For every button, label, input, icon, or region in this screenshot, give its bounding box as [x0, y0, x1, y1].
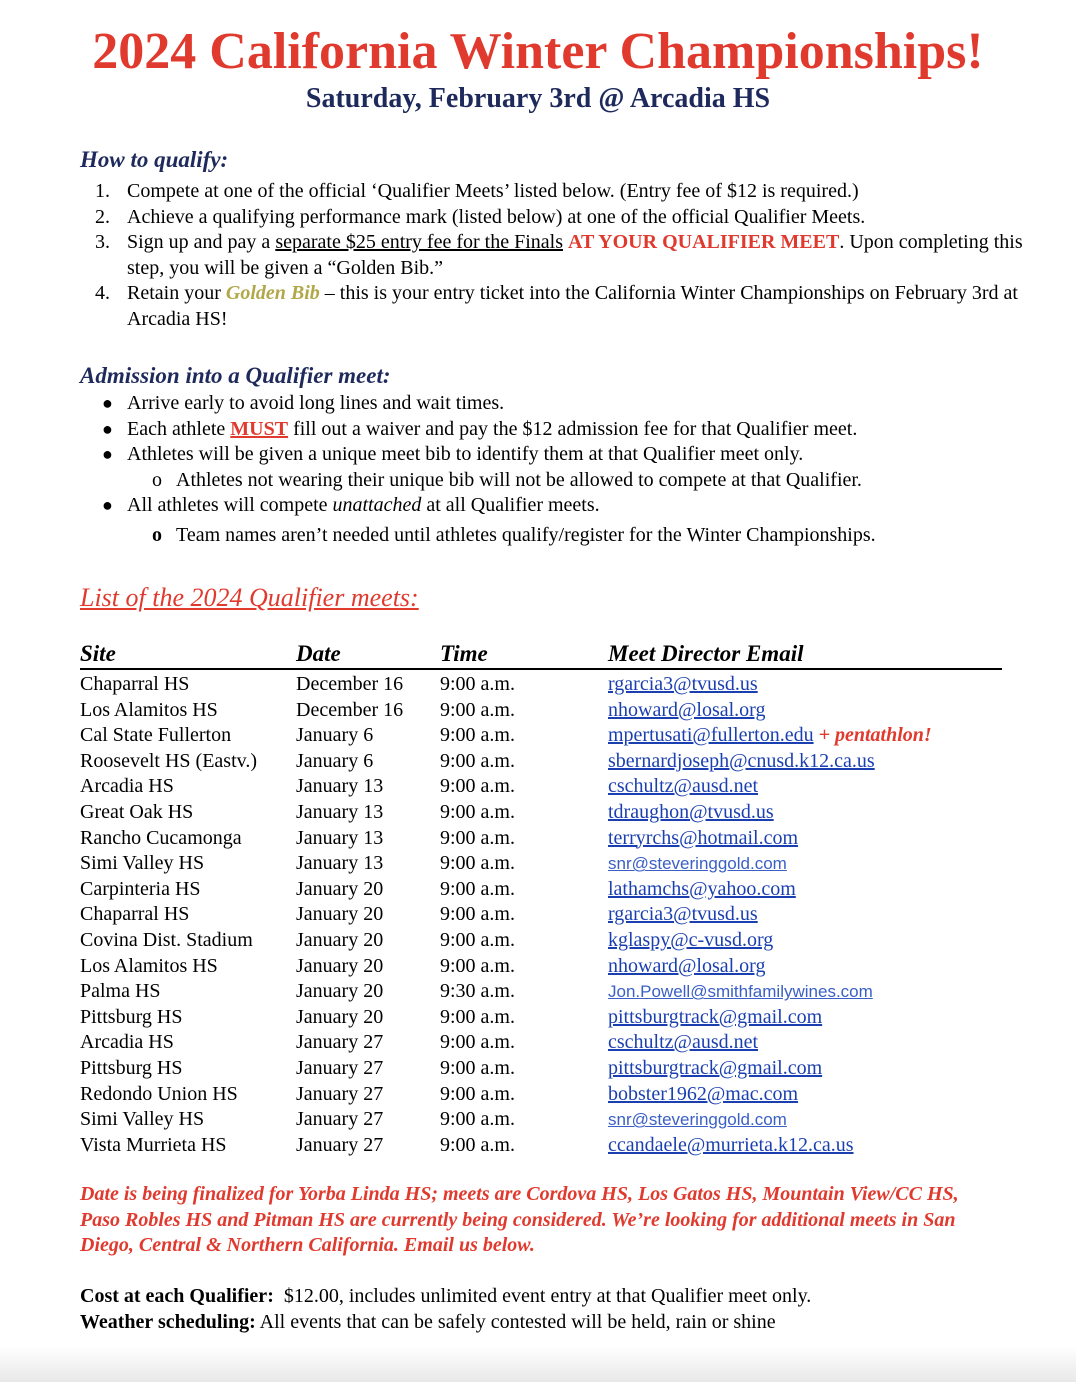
meet-director-email-link[interactable]: snr@steveringgold.com	[608, 1110, 787, 1130]
admission-sub-bullet	[80, 523, 1040, 549]
qualify-heading: How to qualify:	[80, 147, 229, 172]
meet-email-cell	[608, 902, 758, 928]
meet-time: 9:00 a.m.	[440, 749, 515, 772]
page-bottom-edge	[0, 1346, 1076, 1382]
bullet-text: fill out a waiver and pay the $12 admission fee for that Qualifier meet.	[288, 417, 858, 440]
meet-site: Covina Dist. Stadium	[80, 928, 253, 951]
meet-site: Rancho Cucamonga	[80, 826, 242, 849]
col-header-email: Meet Director Email	[608, 641, 804, 666]
bullet-marker: ●	[102, 495, 113, 515]
table-row	[80, 698, 1002, 724]
meet-site: Pittsburg HS	[80, 1056, 183, 1079]
table-row	[80, 979, 1002, 1005]
meet-time: 9:00 a.m.	[440, 826, 515, 849]
meet-site: Chaparral HS	[80, 903, 190, 926]
unattached-emphasis: unattached	[332, 494, 422, 516]
table-row	[80, 1056, 1002, 1082]
meet-site: Carpinteria HS	[80, 877, 201, 900]
meet-date: January 20	[296, 1005, 384, 1028]
meet-director-email-link[interactable]: nhoward@losal.org	[608, 698, 766, 721]
table-row	[80, 877, 1002, 903]
meets-table-body	[80, 670, 1002, 1158]
table-row	[80, 954, 1002, 980]
meet-time: 9:00 a.m.	[440, 1082, 515, 1105]
meet-director-email-link[interactable]: mpertusati@fullerton.edu	[608, 724, 814, 747]
bullet-text: Arrive early to avoid long lines and wait times.	[127, 392, 505, 414]
meet-date: January 6	[296, 724, 374, 747]
admission-list	[80, 391, 1040, 548]
meet-site: Vista Murrieta HS	[80, 1133, 227, 1156]
meet-date: December 16	[296, 698, 404, 721]
meet-director-email-link[interactable]: terryrchs@hotmail.com	[608, 826, 799, 849]
table-row	[80, 902, 1002, 928]
meet-date: January 6	[296, 749, 374, 772]
cost-label: Cost at each Qualifier:	[80, 1285, 274, 1307]
meet-director-email-link[interactable]: snr@steveringgold.com	[608, 854, 787, 874]
bullet-marker: ●	[102, 418, 113, 439]
meets-list-title: List of the 2024 Qualifier meets:	[80, 583, 419, 612]
meet-email-cell	[608, 1030, 758, 1056]
page-title: 2024 California Winter Championships!	[92, 23, 984, 80]
meet-time: 9:00 a.m.	[440, 673, 515, 695]
step-text: Retain your	[127, 282, 226, 304]
step-text: Compete at one of the official ‘Qualifier Meets’ listed below. (Entry fee of $12 is required.)	[127, 180, 859, 202]
meet-site: Los Alamitos HS	[80, 698, 218, 721]
meet-email-cell	[608, 851, 787, 877]
meet-site: Arcadia HS	[80, 775, 174, 798]
col-header-site: Site	[80, 641, 116, 666]
meet-site: Arcadia HS	[80, 1031, 174, 1054]
meet-date: January 20	[296, 954, 384, 977]
meet-site: Palma HS	[80, 980, 161, 1003]
meet-director-email-link[interactable]: ccandaele@murrieta.k12.ca.us	[608, 1133, 854, 1156]
meet-email-cell	[608, 1056, 822, 1082]
meet-date: January 13	[296, 800, 384, 823]
bullet-text: at all Qualifier meets.	[421, 494, 600, 516]
meet-director-email-link[interactable]: rgarcia3@tvusd.us	[608, 903, 758, 926]
meet-director-email-link[interactable]: bobster1962@mac.com	[608, 1082, 799, 1105]
meet-site: Simi Valley HS	[80, 1108, 205, 1131]
meet-director-email-link[interactable]: kglaspy@c-vusd.org	[608, 928, 774, 951]
meet-email-cell	[608, 749, 875, 775]
table-row	[80, 1030, 1002, 1056]
meet-time: 9:00 a.m.	[440, 1108, 515, 1131]
cost-line	[80, 1284, 1040, 1310]
pentathlon-note: + pentathlon!	[813, 724, 932, 747]
meet-time: 9:00 a.m.	[440, 1133, 515, 1156]
meet-time: 9:00 a.m.	[440, 1031, 515, 1054]
event-date-location: Saturday, February 3rd @ Arcadia HS	[305, 83, 771, 114]
weather-text: All events that can be safely contested will be held, rain or shine	[255, 1310, 776, 1333]
table-row	[80, 1005, 1002, 1031]
cost-text: $12.00, includes unlimited event entry at that Qualifier meet only.	[273, 1285, 812, 1307]
meet-site: Roosevelt HS (Eastv.)	[80, 749, 258, 772]
meet-director-email-link[interactable]: cschultz@ausd.net	[608, 1031, 759, 1054]
qualify-step	[80, 205, 1040, 231]
sub-bullet-text: Team names aren’t needed until athletes qualify/register for the Winter Championships.	[176, 523, 876, 546]
meet-director-email-link[interactable]: pittsburgtrack@gmail.com	[608, 1005, 823, 1028]
step-text: Sign up and pay a	[127, 231, 276, 253]
step-number: 4.	[95, 282, 110, 304]
meet-date: January 13	[296, 775, 384, 798]
table-row	[80, 928, 1002, 954]
admission-heading: Admission into a Qualifier meet:	[80, 363, 391, 388]
meet-director-email-link[interactable]: cschultz@ausd.net	[608, 775, 759, 798]
step-text: – this is your entry ticket into the California Winter Championships on February 3rd at Arcadia HS!	[127, 282, 1018, 330]
meet-date: January 27	[296, 1056, 384, 1079]
step-text: Achieve a qualifying performance mark (listed below) at one of the official Qualifier Meets.	[127, 205, 866, 228]
meet-date: December 16	[296, 673, 404, 695]
meet-email-cell	[608, 979, 873, 1005]
meet-email-cell	[608, 954, 765, 980]
meets-table-header	[80, 640, 1002, 670]
bullet-text: Athletes will be given a unique meet bib to identify them at that Qualifier meet only.	[127, 443, 804, 465]
table-row	[80, 1107, 1002, 1133]
table-row	[80, 672, 1002, 698]
at-qualifier-emphasis: AT YOUR QUALIFIER MEET	[567, 231, 840, 253]
qualify-step	[80, 179, 1040, 205]
qualify-steps-list	[80, 179, 1040, 332]
meet-date: January 20	[296, 903, 384, 926]
meet-time: 9:00 a.m.	[440, 903, 515, 926]
meet-site: Cal State Fullerton	[80, 724, 232, 747]
meet-time: 9:00 a.m.	[440, 877, 515, 900]
meet-email-cell	[608, 1082, 798, 1108]
meet-director-email-link[interactable]: tdraughon@tvusd.us	[608, 800, 774, 823]
sub-bullet-text: Athletes not wearing their unique bib will not be allowed to compete at that Qualifier.	[176, 468, 862, 491]
meet-email-cell	[608, 877, 796, 903]
meet-director-email-link[interactable]: Jon.Powell@smithfamilywines.com	[608, 982, 873, 1002]
golden-bib-text: Golden Bib	[225, 282, 320, 304]
admission-sub-bullet	[80, 468, 1040, 494]
qualify-step	[80, 230, 1040, 281]
table-row	[80, 851, 1002, 877]
table-row	[80, 774, 1002, 800]
meet-time: 9:00 a.m.	[440, 698, 515, 721]
bullet-text: Each athlete	[127, 417, 231, 440]
finals-fee-text: separate $25 entry fee for the Finals	[275, 231, 563, 253]
must-emphasis: MUST	[230, 417, 289, 440]
meet-site: Simi Valley HS	[80, 852, 205, 875]
meet-director-email-link[interactable]: rgarcia3@tvusd.us	[608, 673, 758, 695]
bullet-marker: ●	[102, 393, 113, 413]
weather-line	[80, 1310, 1040, 1336]
meet-email-cell	[608, 826, 798, 852]
table-row	[80, 1133, 1002, 1159]
sub-bullet-marker: o	[152, 468, 162, 491]
step-number: 2.	[95, 205, 110, 228]
admission-bullet	[80, 442, 1040, 468]
meet-time: 9:00 a.m.	[440, 775, 515, 798]
table-row	[80, 826, 1002, 852]
meet-site: Great Oak HS	[80, 800, 194, 823]
weather-label: Weather scheduling:	[80, 1310, 256, 1333]
meet-site: Chaparral HS	[80, 673, 190, 695]
meet-date: January 20	[296, 980, 384, 1003]
meet-director-email-link[interactable]: nhoward@losal.org	[608, 954, 766, 977]
meet-date: January 27	[296, 1031, 384, 1054]
meet-time: 9:00 a.m.	[440, 1005, 515, 1028]
meet-email-cell	[608, 800, 774, 826]
table-row	[80, 1082, 1002, 1108]
meet-email-cell	[608, 1133, 854, 1159]
meet-site: Redondo Union HS	[80, 1082, 238, 1105]
meet-director-email-link[interactable]: sbernardjoseph@cnusd.k12.ca.us	[608, 749, 875, 772]
bullet-text: All athletes will compete	[127, 494, 333, 516]
meet-date: January 27	[296, 1133, 384, 1156]
col-header-time: Time	[440, 641, 488, 666]
meet-time: 9:30 a.m.	[440, 980, 515, 1003]
bullet-marker: ●	[102, 444, 113, 464]
meet-time: 9:00 a.m.	[440, 928, 515, 951]
meet-time: 9:00 a.m.	[440, 852, 515, 875]
meet-email-cell	[608, 1005, 822, 1031]
meet-email-cell	[608, 774, 758, 800]
meet-date: January 27	[296, 1082, 384, 1105]
step-number: 1.	[95, 180, 110, 202]
meet-email-cell	[608, 698, 765, 724]
meet-email-cell	[608, 928, 773, 954]
meet-email-cell	[608, 672, 758, 698]
admission-bullet	[80, 391, 1040, 417]
col-header-date: Date	[296, 641, 341, 666]
meet-time: 9:00 a.m.	[440, 800, 515, 823]
meet-email-cell	[608, 1107, 787, 1133]
table-row	[80, 723, 1002, 749]
step-text: . Upon completing this step, you will be given a “Golden Bib.”	[127, 231, 1023, 279]
meet-site: Pittsburg HS	[80, 1005, 183, 1028]
sub-bullet-marker: o	[152, 523, 162, 546]
meet-date: January 20	[296, 928, 384, 951]
step-number: 3.	[95, 231, 110, 253]
meet-time: 9:00 a.m.	[440, 954, 515, 977]
meet-site: Los Alamitos HS	[80, 954, 218, 977]
meet-director-email-link[interactable]: lathamchs@yahoo.com	[608, 877, 796, 900]
meet-date: January 20	[296, 877, 384, 900]
table-row	[80, 800, 1002, 826]
table-row	[80, 749, 1002, 775]
pending-meets-note: Date is being finalized for Yorba Linda HS; meets are Cordova HS, Los Gatos HS, Mountain View/CC HS, Paso Robles HS and Pitman HS are currently being considered. We’re looking for additional meets in San Diego, Central & Northern California. Email us below.	[80, 1183, 959, 1257]
meet-email-cell	[608, 723, 932, 749]
qualify-step	[80, 281, 1040, 332]
meet-time: 9:00 a.m.	[440, 1056, 515, 1079]
meet-director-email-link[interactable]: pittsburgtrack@gmail.com	[608, 1056, 823, 1079]
meets-table	[80, 640, 1002, 1158]
meet-date: January 13	[296, 852, 384, 875]
meet-date: January 13	[296, 826, 384, 849]
admission-bullet	[80, 417, 1040, 443]
admission-bullet	[80, 493, 1040, 519]
meet-time: 9:00 a.m.	[440, 724, 515, 747]
footer-info	[80, 1284, 1040, 1335]
meet-date: January 27	[296, 1108, 384, 1131]
